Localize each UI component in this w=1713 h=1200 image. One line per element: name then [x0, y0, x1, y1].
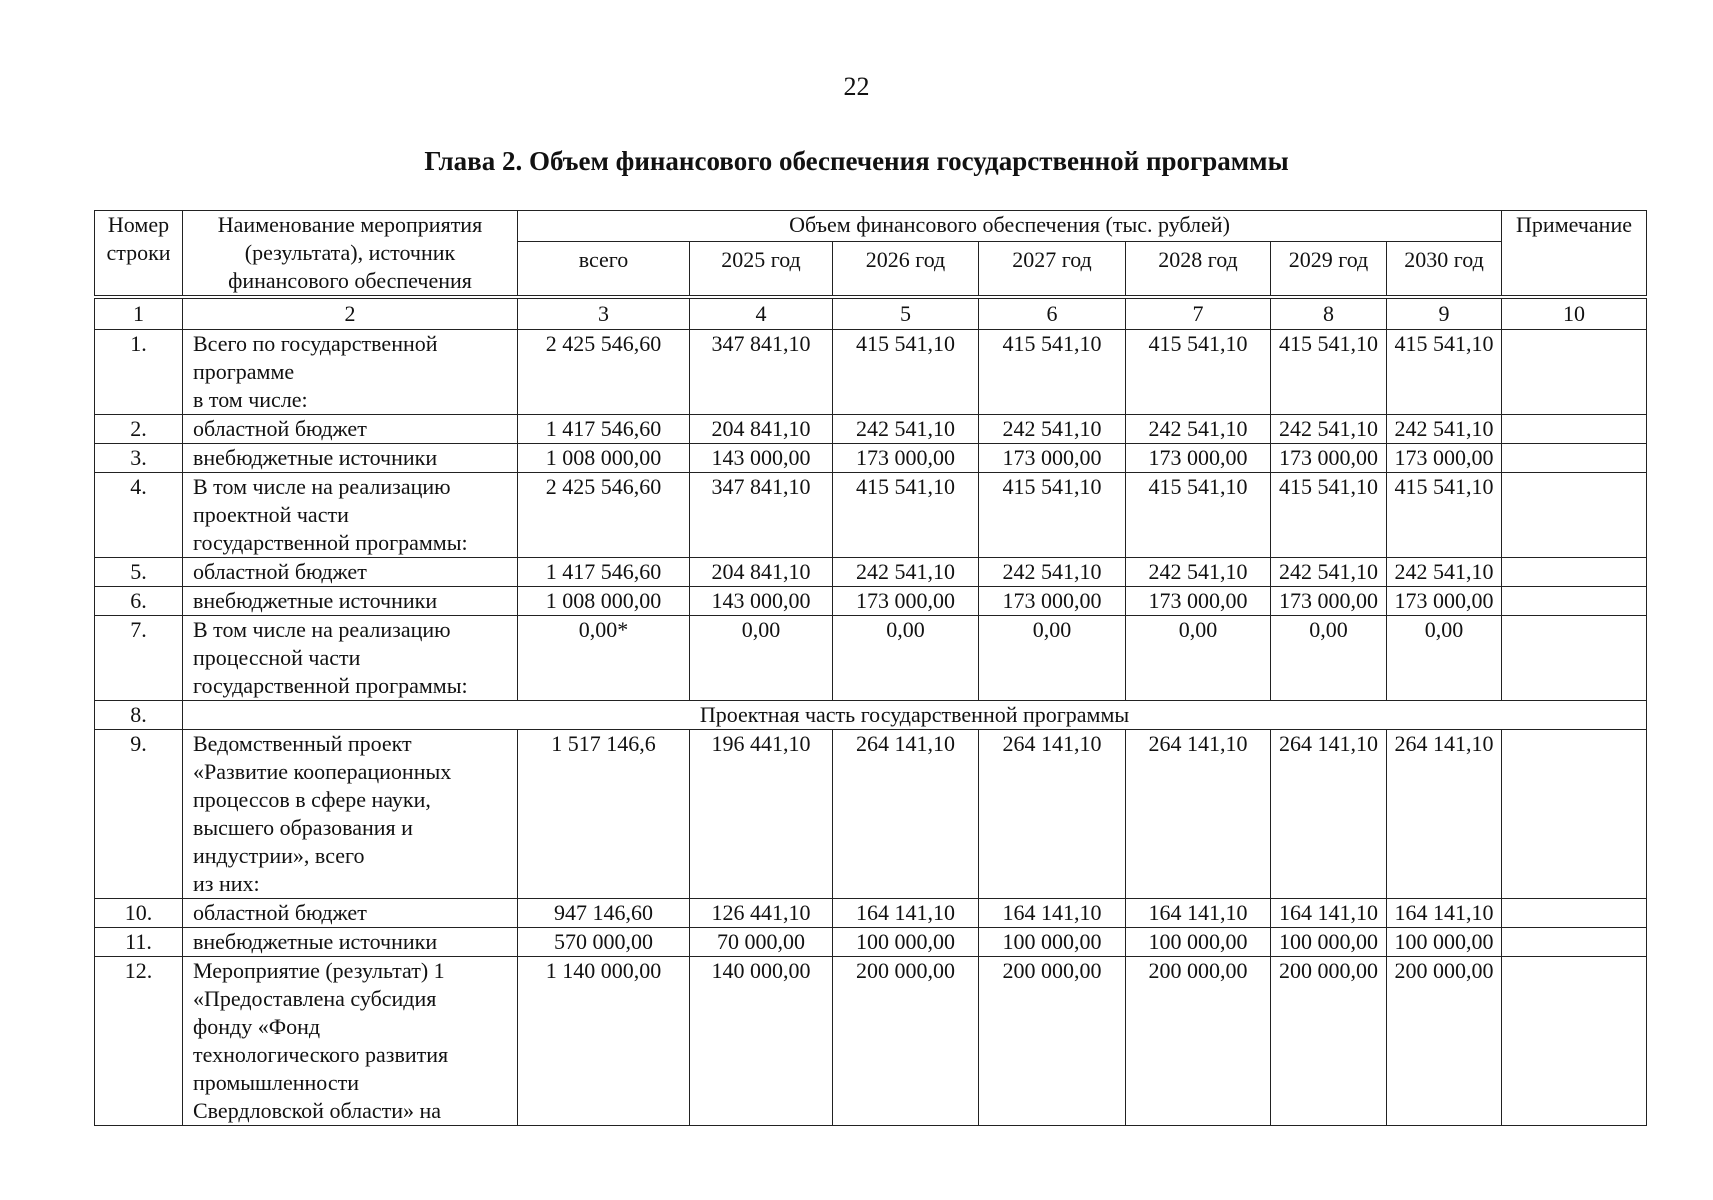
- header-year: 2026 год: [833, 241, 979, 297]
- row-note: [1502, 330, 1647, 415]
- row-name: [183, 616, 518, 701]
- value-year: 100 000,00: [979, 928, 1126, 957]
- value-year: 164 141,10: [979, 899, 1126, 928]
- value-year: 100 000,00: [1126, 928, 1271, 957]
- value-year: 242 541,10: [1126, 415, 1271, 444]
- column-number: 6: [979, 297, 1126, 330]
- row-note: [1502, 899, 1647, 928]
- row-note: [1502, 957, 1647, 1126]
- row-name-line: областной бюджет: [193, 900, 367, 925]
- row-name: [183, 558, 518, 587]
- value-year: 200 000,00: [1271, 957, 1387, 1126]
- row-name-line: из них:: [193, 871, 260, 896]
- row-number: 9.: [95, 730, 183, 899]
- row-name-line: В том числе на реализацию: [193, 617, 451, 642]
- chapter-heading: Глава 2. Объем финансового обеспечения государственной программы: [424, 146, 1289, 176]
- row-note: [1502, 558, 1647, 587]
- value-year: 242 541,10: [979, 415, 1126, 444]
- value-total: 1 140 000,00: [518, 957, 690, 1126]
- value-year: 0,00: [690, 616, 833, 701]
- value-year: 264 141,10: [1387, 730, 1502, 899]
- table-row: [95, 473, 1647, 558]
- row-name-line: Свердловской области» на: [193, 1098, 442, 1123]
- value-year: 70 000,00: [690, 928, 833, 957]
- value-year: 242 541,10: [1271, 415, 1387, 444]
- header-year: 2029 год: [1271, 241, 1387, 297]
- value-total: 570 000,00: [518, 928, 690, 957]
- value-year: 126 441,10: [690, 899, 833, 928]
- row-number: 12.: [95, 957, 183, 1126]
- row-name-line: областной бюджет: [193, 559, 367, 584]
- row-name: [183, 899, 518, 928]
- value-year: 0,00: [979, 616, 1126, 701]
- table-row: [95, 558, 1647, 587]
- header-year: 2025 год: [690, 241, 833, 297]
- value-year: 173 000,00: [1126, 444, 1271, 473]
- value-year: 415 541,10: [1387, 330, 1502, 415]
- value-year: 200 000,00: [833, 957, 979, 1126]
- row-name-line: внебюджетные источники: [193, 588, 438, 613]
- value-total: 1 008 000,00: [518, 444, 690, 473]
- value-year: 415 541,10: [1126, 330, 1271, 415]
- value-year: 143 000,00: [690, 444, 833, 473]
- row-name-line: внебюджетные источники: [193, 445, 438, 470]
- value-year: 415 541,10: [1271, 473, 1387, 558]
- value-year: 242 541,10: [833, 558, 979, 587]
- value-year: 242 541,10: [1126, 558, 1271, 587]
- row-note: [1502, 587, 1647, 616]
- row-note: [1502, 444, 1647, 473]
- table-row: [95, 444, 1647, 473]
- value-year: 200 000,00: [979, 957, 1126, 1126]
- value-year: 173 000,00: [833, 444, 979, 473]
- value-total: 0,00*: [518, 616, 690, 701]
- value-year: 204 841,10: [690, 558, 833, 587]
- value-year: 242 541,10: [833, 415, 979, 444]
- value-year: 264 141,10: [1271, 730, 1387, 899]
- row-name-line: В том числе на реализацию: [193, 474, 451, 499]
- table-row: [95, 415, 1647, 444]
- row-name-line: Всего по государственной: [193, 331, 438, 356]
- value-total: 1 008 000,00: [518, 587, 690, 616]
- value-year: 415 541,10: [1271, 330, 1387, 415]
- value-year: 173 000,00: [1271, 444, 1387, 473]
- row-name-line: «Развитие кооперационных: [193, 759, 452, 784]
- value-year: 200 000,00: [1387, 957, 1502, 1126]
- value-year: 173 000,00: [979, 444, 1126, 473]
- header-year: 2028 год: [1126, 241, 1271, 297]
- value-year: 196 441,10: [690, 730, 833, 899]
- value-year: 0,00: [1271, 616, 1387, 701]
- value-year: 100 000,00: [833, 928, 979, 957]
- row-name-line: процессов в сфере науки,: [193, 787, 431, 812]
- row-number: 4.: [95, 473, 183, 558]
- header-note: Примечание: [1502, 211, 1647, 298]
- value-year: 140 000,00: [690, 957, 833, 1126]
- value-year: 0,00: [1126, 616, 1271, 701]
- header-total: всего: [518, 241, 690, 297]
- row-name-line: технологического развития: [193, 1042, 449, 1067]
- value-year: 264 141,10: [833, 730, 979, 899]
- row-name: [183, 957, 518, 1126]
- row-number: 2.: [95, 415, 183, 444]
- row-name: [183, 473, 518, 558]
- table-row: [95, 899, 1647, 928]
- row-number: 1.: [95, 330, 183, 415]
- value-total: 2 425 546,60: [518, 473, 690, 558]
- row-name-line: программе: [193, 359, 295, 384]
- column-number-row: [95, 297, 1647, 330]
- value-year: 173 000,00: [1387, 587, 1502, 616]
- row-name-line: внебюджетные источники: [193, 929, 438, 954]
- value-year: 264 141,10: [979, 730, 1126, 899]
- value-year: 164 141,10: [833, 899, 979, 928]
- header-name: Наименование мероприятия (результата), источник финансового обеспечения: [183, 211, 518, 298]
- value-year: 0,00: [1387, 616, 1502, 701]
- row-number: 7.: [95, 616, 183, 701]
- row-name: [183, 730, 518, 899]
- column-number: 8: [1271, 297, 1387, 330]
- value-year: 264 141,10: [1126, 730, 1271, 899]
- value-year: 415 541,10: [979, 473, 1126, 558]
- value-year: 173 000,00: [1271, 587, 1387, 616]
- value-year: 415 541,10: [833, 473, 979, 558]
- column-number: 3: [518, 297, 690, 330]
- financing-table: [94, 210, 1647, 1126]
- header-row-number: Номер строки: [95, 211, 183, 298]
- header-row-1: [95, 211, 1647, 242]
- value-year: 415 541,10: [979, 330, 1126, 415]
- row-name-line: в том числе:: [193, 387, 308, 412]
- row-name-line: Мероприятие (результат) 1: [193, 958, 445, 983]
- table-row: [95, 928, 1647, 957]
- row-number: 3.: [95, 444, 183, 473]
- row-name-line: процессной части: [193, 645, 361, 670]
- value-year: 415 541,10: [1126, 473, 1271, 558]
- value-year: 164 141,10: [1271, 899, 1387, 928]
- value-year: 242 541,10: [1387, 558, 1502, 587]
- column-number: 5: [833, 297, 979, 330]
- value-year: 200 000,00: [1126, 957, 1271, 1126]
- column-number: 7: [1126, 297, 1271, 330]
- row-name-line: Ведомственный проект: [193, 731, 412, 756]
- value-year: 100 000,00: [1271, 928, 1387, 957]
- value-year: 347 841,10: [690, 473, 833, 558]
- row-number: 11.: [95, 928, 183, 957]
- value-year: 164 141,10: [1387, 899, 1502, 928]
- value-year: 100 000,00: [1387, 928, 1502, 957]
- table-row: [95, 330, 1647, 415]
- row-name: [183, 444, 518, 473]
- column-number: 1: [95, 297, 183, 330]
- header-year: 2030 год: [1387, 241, 1502, 297]
- table-row: [95, 587, 1647, 616]
- table-row: [95, 616, 1647, 701]
- page-number: 22: [843, 72, 870, 101]
- value-year: 242 541,10: [1271, 558, 1387, 587]
- value-year: 415 541,10: [833, 330, 979, 415]
- value-total: 1 417 546,60: [518, 558, 690, 587]
- column-number: 4: [690, 297, 833, 330]
- value-year: 242 541,10: [979, 558, 1126, 587]
- column-number: 2: [183, 297, 518, 330]
- row-name: [183, 330, 518, 415]
- value-total: 1 517 146,6: [518, 730, 690, 899]
- table-row: [95, 957, 1647, 1126]
- row-name-line: государственной программы:: [193, 673, 468, 698]
- value-year: 347 841,10: [690, 330, 833, 415]
- value-year: 204 841,10: [690, 415, 833, 444]
- row-name-line: областной бюджет: [193, 416, 367, 441]
- row-name: [183, 587, 518, 616]
- value-year: 415 541,10: [1387, 473, 1502, 558]
- row-number: 8.: [95, 701, 183, 730]
- row-note: [1502, 730, 1647, 899]
- value-year: 242 541,10: [1387, 415, 1502, 444]
- value-year: 173 000,00: [979, 587, 1126, 616]
- value-year: 143 000,00: [690, 587, 833, 616]
- row-name-line: промышленности: [193, 1070, 359, 1095]
- header-year: 2027 год: [979, 241, 1126, 297]
- value-total: 947 146,60: [518, 899, 690, 928]
- row-name-line: «Предоставлена субсидия: [193, 986, 437, 1011]
- value-total: 1 417 546,60: [518, 415, 690, 444]
- table-row: [95, 701, 1647, 730]
- table-row: [95, 730, 1647, 899]
- header-volume-group: Объем финансового обеспечения (тыс. рублей): [518, 211, 1502, 242]
- value-total: 2 425 546,60: [518, 330, 690, 415]
- column-number: 10: [1502, 297, 1647, 330]
- row-name-line: высшего образования и: [193, 815, 413, 840]
- row-name: [183, 415, 518, 444]
- row-note: [1502, 616, 1647, 701]
- column-number: 9: [1387, 297, 1502, 330]
- value-year: 173 000,00: [1126, 587, 1271, 616]
- row-note: [1502, 473, 1647, 558]
- row-number: 6.: [95, 587, 183, 616]
- section-title: Проектная часть государственной программы: [183, 701, 1647, 730]
- row-name: [183, 928, 518, 957]
- value-year: 164 141,10: [1126, 899, 1271, 928]
- row-note: [1502, 415, 1647, 444]
- row-name-line: проектной части: [193, 502, 349, 527]
- row-name-line: государственной программы:: [193, 530, 468, 555]
- value-year: 173 000,00: [833, 587, 979, 616]
- row-number: 5.: [95, 558, 183, 587]
- row-name-line: фонду «Фонд: [193, 1014, 321, 1039]
- value-year: 173 000,00: [1387, 444, 1502, 473]
- row-name-line: индустрии», всего: [193, 843, 365, 868]
- value-year: 0,00: [833, 616, 979, 701]
- row-note: [1502, 928, 1647, 957]
- row-number: 10.: [95, 899, 183, 928]
